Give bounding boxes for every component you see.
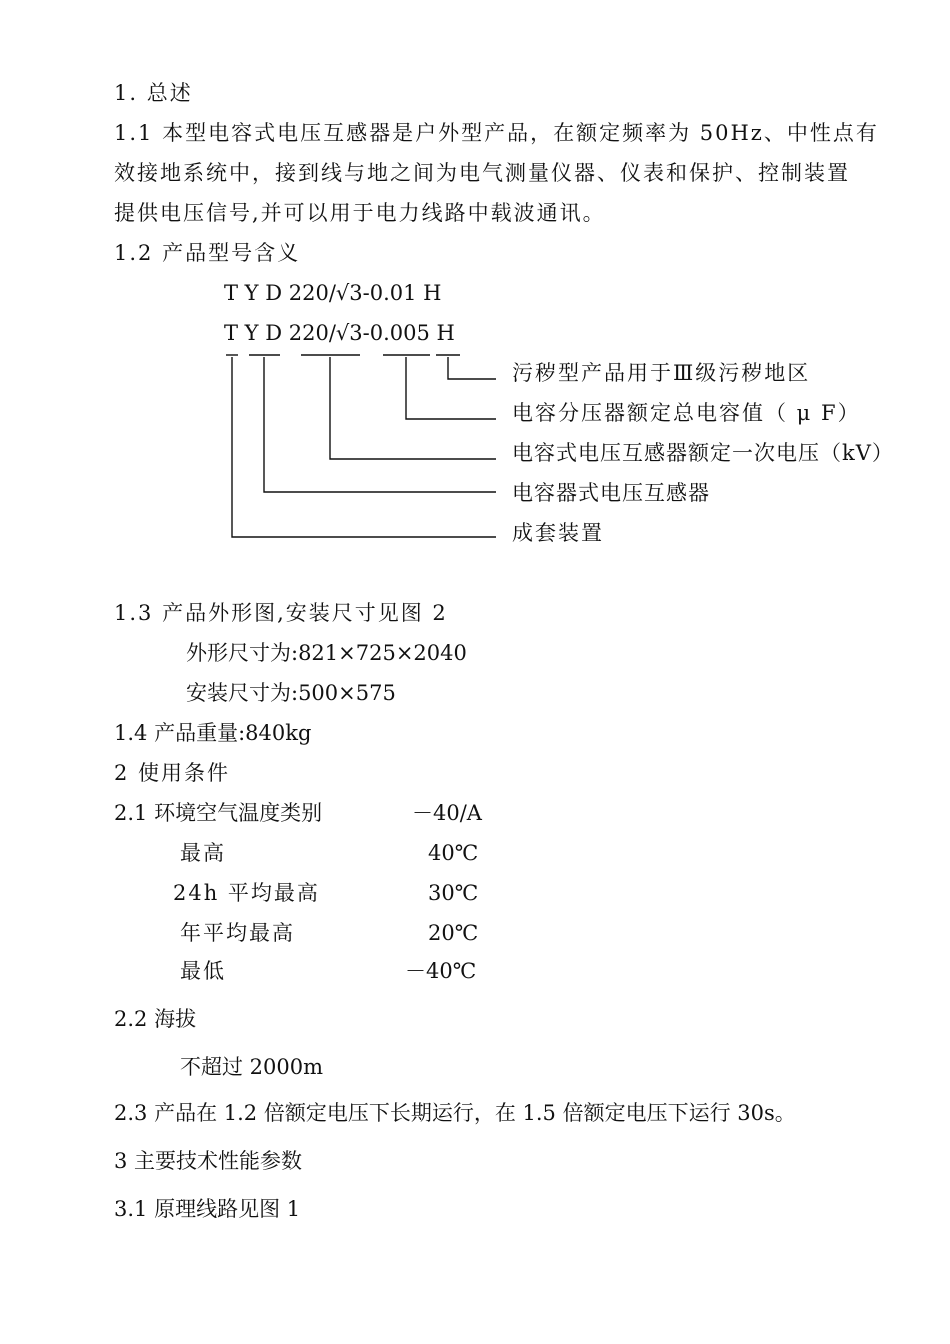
heading-2-2: 2.2 海拔	[114, 1007, 197, 1031]
heading-1-4-weight: 1.4 产品重量:840kg	[114, 721, 312, 745]
legend-pollution: 污秽型产品用于Ⅲ级污秽地区	[512, 361, 811, 385]
legend-cvt: 电容器式电压互感器	[512, 481, 710, 505]
heading-1-3: 1.3 产品外形图,安装尺寸见图 2	[114, 601, 448, 625]
paragraph-1-1-line-3: 提供电压信号,并可以用于电力线路中载波通讯。	[114, 201, 606, 225]
model-code-bracket-diagram	[0, 0, 950, 600]
paragraph-1-1-line-1: 1.1 本型电容式电压互感器是户外型产品，在额定频率为 50Hz、中性点有	[114, 121, 879, 145]
heading-1-2: 1.2 产品型号含义	[114, 241, 301, 265]
temp-max-label: 最高	[180, 841, 226, 865]
heading-2-1-value: －40/A	[412, 801, 482, 825]
heading-2-3: 2.3 产品在 1.2 倍额定电压下长期运行，在 1.5 倍额定电压下运行 30s。	[114, 1101, 796, 1125]
legend-rated-voltage: 电容式电压互感器额定一次电压（kV）	[512, 441, 894, 465]
heading-2-1-label: 2.1 环境空气温度类别	[114, 801, 323, 825]
heading-3-1: 3.1 原理线路见图 1	[114, 1197, 301, 1221]
temp-annual-value: 20℃	[428, 921, 479, 945]
temp-max-value: 40℃	[428, 841, 479, 865]
temp-annual-label: 年平均最高	[180, 921, 295, 945]
outline-dimensions: 外形尺寸为:821×725×2040	[186, 641, 467, 665]
temp-24h-label: 24h 平均最高	[173, 881, 320, 905]
installation-dimensions: 安装尺寸为:500×575	[186, 681, 396, 705]
section-1-heading: 1. 总述	[114, 81, 193, 105]
legend-complete-set: 成套装置	[512, 521, 604, 545]
paragraph-1-1-line-2: 效接地系统中，接到线与地之间为电气测量仪器、仪表和保护、控制装置	[114, 161, 850, 185]
model-code-1: T Y D 220/√3-0.01 H	[224, 281, 442, 305]
section-2-heading: 2 使用条件	[114, 761, 231, 785]
temp-24h-value: 30℃	[428, 881, 479, 905]
temp-min-label: 最低	[180, 959, 226, 983]
temp-min-value: －40℃	[405, 959, 477, 983]
model-code-2: T Y D 220/√3-0.005 H	[224, 321, 455, 345]
section-3-heading: 3 主要技术性能参数	[114, 1149, 303, 1173]
altitude-value: 不超过 2000m	[180, 1055, 324, 1079]
legend-capacitance: 电容分压器额定总电容值（ μ F）	[512, 401, 861, 425]
